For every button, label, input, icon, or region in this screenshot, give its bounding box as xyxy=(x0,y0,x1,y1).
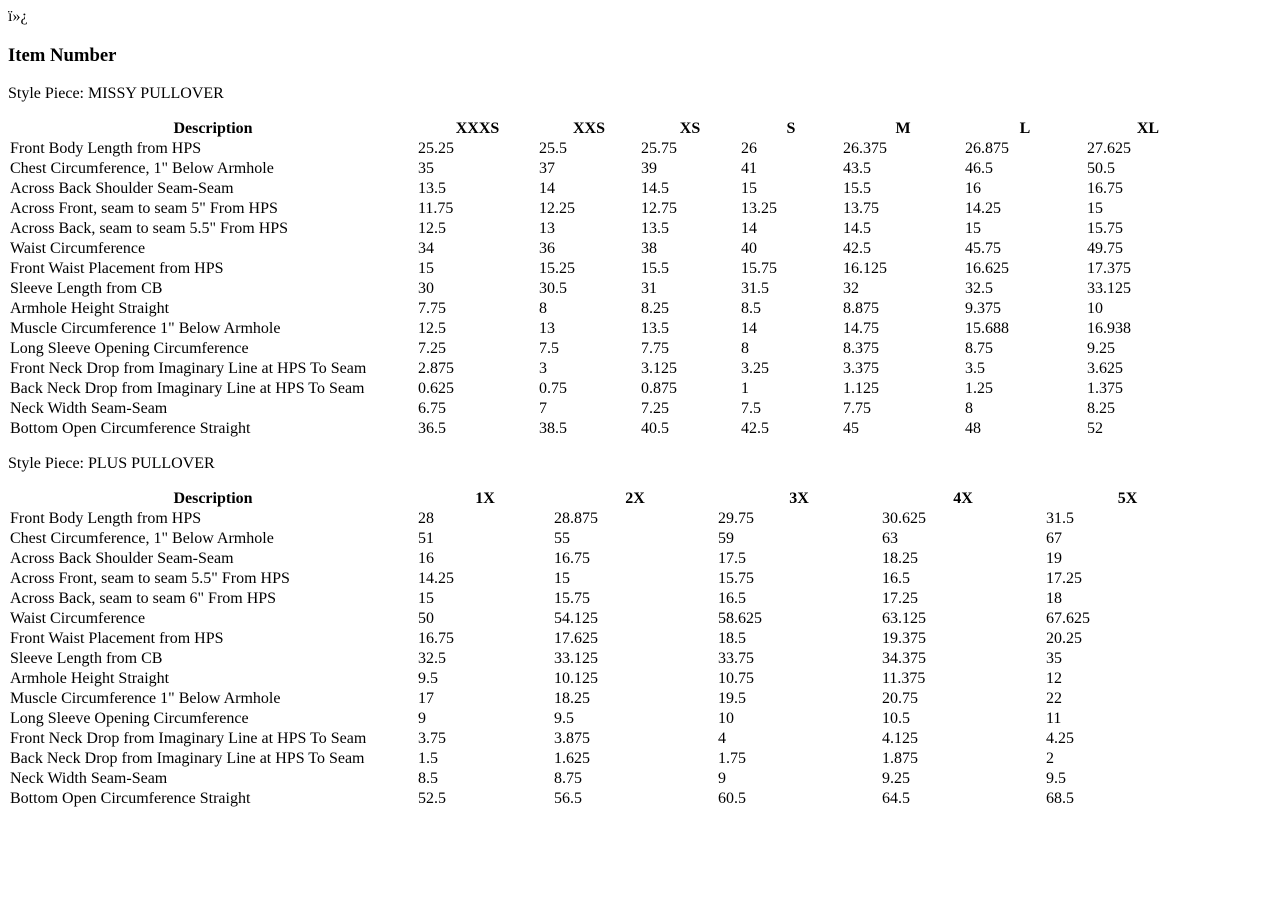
measurement-value-cell: 14 xyxy=(741,320,757,338)
measurement-value-cell: 14.5 xyxy=(641,180,669,198)
measurement-value-cell: 26.875 xyxy=(965,140,1009,158)
measurement-value-cell: 16.125 xyxy=(843,260,887,278)
measurement-value-cell: 12.5 xyxy=(418,220,446,238)
table-row xyxy=(8,359,1209,379)
measurement-value-cell: 3.375 xyxy=(843,360,879,378)
measurement-value-cell: 52 xyxy=(1087,420,1103,438)
measurement-value-cell: 55 xyxy=(554,530,570,548)
measurement-value-cell: 31.5 xyxy=(741,280,769,298)
measurement-description-cell: Sleeve Length from CB xyxy=(10,280,163,298)
table-row xyxy=(8,179,1209,199)
column-header-size: S xyxy=(786,120,796,138)
measurement-description-cell: Armhole Height Straight xyxy=(10,670,170,688)
measurement-value-cell: 59 xyxy=(718,530,734,548)
measurement-value-cell: 17.25 xyxy=(882,590,918,608)
measurement-description-cell: Across Front, seam to seam 5.5" From HPS xyxy=(10,570,290,588)
measurement-value-cell: 60.5 xyxy=(718,790,746,808)
measurement-description-cell: Neck Width Seam-Seam xyxy=(10,400,168,418)
table-row xyxy=(8,629,1209,649)
measurement-description-cell: Long Sleeve Opening Circumference xyxy=(10,710,249,728)
measurement-value-cell: 15.75 xyxy=(554,590,590,608)
measurement-value-cell: 15 xyxy=(1087,200,1103,218)
table-header-row xyxy=(8,119,1209,139)
measurement-value-cell: 42.5 xyxy=(741,420,769,438)
measurement-value-cell: 15 xyxy=(418,590,434,608)
table-row xyxy=(8,769,1209,789)
measurement-value-cell: 14.25 xyxy=(965,200,1001,218)
measurement-value-cell: 13 xyxy=(539,320,555,338)
measurement-value-cell: 15.25 xyxy=(539,260,575,278)
measurement-value-cell: 33.125 xyxy=(554,650,598,668)
measurement-description-cell: Armhole Height Straight xyxy=(10,300,170,318)
column-header-size: M xyxy=(895,120,911,138)
measurement-description-cell: Waist Circumference xyxy=(10,610,146,628)
measurement-value-cell: 9.5 xyxy=(418,670,438,688)
measurement-value-cell: 8.875 xyxy=(843,300,879,318)
measurement-description-cell: Chest Circumference, 1" Below Armhole xyxy=(10,530,274,548)
measurement-description-cell: Back Neck Drop from Imaginary Line at HPS To Seam xyxy=(10,380,365,398)
table-header-row xyxy=(8,489,1209,509)
measurement-description-cell: Front Body Length from HPS xyxy=(10,140,202,158)
measurement-value-cell: 52.5 xyxy=(418,790,446,808)
measurement-value-cell: 27.625 xyxy=(1087,140,1131,158)
measurement-value-cell: 40 xyxy=(741,240,757,258)
measurement-description-cell: Across Back Shoulder Seam-Seam xyxy=(10,550,234,568)
measurement-value-cell: 8.5 xyxy=(418,770,438,788)
table-row xyxy=(8,299,1209,319)
measurement-value-cell: 11.375 xyxy=(882,670,926,688)
measurement-value-cell: 2.875 xyxy=(418,360,454,378)
measurement-value-cell: 13.75 xyxy=(843,200,879,218)
measurement-value-cell: 13.5 xyxy=(641,220,669,238)
measurement-description-cell: Waist Circumference xyxy=(10,240,146,258)
measurement-value-cell: 15.75 xyxy=(741,260,777,278)
table-row xyxy=(8,199,1209,219)
table-row xyxy=(8,139,1209,159)
measurement-value-cell: 31 xyxy=(641,280,657,298)
table-row xyxy=(8,689,1209,709)
measurement-value-cell: 56.5 xyxy=(554,790,582,808)
measurement-value-cell: 33.125 xyxy=(1087,280,1131,298)
measurement-value-cell: 9.5 xyxy=(1046,770,1066,788)
measurement-description-cell: Bottom Open Circumference Straight xyxy=(10,790,251,808)
measurement-value-cell: 13 xyxy=(539,220,555,238)
measurement-description-cell: Chest Circumference, 1" Below Armhole xyxy=(10,160,274,178)
measurement-value-cell: 0.875 xyxy=(641,380,677,398)
measurement-value-cell: 12 xyxy=(1046,670,1062,688)
measurement-description-cell: Across Back, seam to seam 5.5" From HPS xyxy=(10,220,289,238)
measurement-value-cell: 17.25 xyxy=(1046,570,1082,588)
measurement-value-cell: 9.5 xyxy=(554,710,574,728)
measurement-description-cell: Muscle Circumference 1" Below Armhole xyxy=(10,690,281,708)
measurement-value-cell: 18 xyxy=(1046,590,1062,608)
table-row xyxy=(8,219,1209,239)
table-row xyxy=(8,239,1209,259)
measurement-value-cell: 6.75 xyxy=(418,400,446,418)
column-header-size: XS xyxy=(679,120,701,138)
measurement-value-cell: 16.625 xyxy=(965,260,1009,278)
measurement-value-cell: 48 xyxy=(965,420,981,438)
measurement-value-cell: 39 xyxy=(641,160,657,178)
measurement-value-cell: 0.625 xyxy=(418,380,454,398)
measurement-value-cell: 28.875 xyxy=(554,510,598,528)
measurement-value-cell: 10 xyxy=(718,710,734,728)
table-row xyxy=(8,749,1209,769)
measurement-value-cell: 68.5 xyxy=(1046,790,1074,808)
measurement-value-cell: 17.5 xyxy=(718,550,746,568)
measurement-value-cell: 14.75 xyxy=(843,320,879,338)
measurement-value-cell: 18.5 xyxy=(718,630,746,648)
measurement-value-cell: 8.375 xyxy=(843,340,879,358)
measurement-value-cell: 8.25 xyxy=(641,300,669,318)
measurement-value-cell: 36 xyxy=(539,240,555,258)
column-header-size: 1X xyxy=(475,490,495,508)
measurement-value-cell: 11 xyxy=(1046,710,1062,728)
measurement-value-cell: 15 xyxy=(741,180,757,198)
measurement-value-cell: 38 xyxy=(641,240,657,258)
measurement-description-cell: Front Waist Placement from HPS xyxy=(10,260,224,278)
measurement-value-cell: 8.75 xyxy=(965,340,993,358)
measurement-value-cell: 18.25 xyxy=(882,550,918,568)
table-row xyxy=(8,729,1209,749)
measurement-value-cell: 15 xyxy=(554,570,570,588)
measurement-value-cell: 3.5 xyxy=(965,360,985,378)
measurement-value-cell: 42.5 xyxy=(843,240,871,258)
table-row xyxy=(8,549,1209,569)
measurement-description-cell: Front Neck Drop from Imaginary Line at HPS To Seam xyxy=(10,730,367,748)
table-row xyxy=(8,609,1209,629)
measurement-value-cell: 9.25 xyxy=(1087,340,1115,358)
measurement-value-cell: 12.5 xyxy=(418,320,446,338)
measurement-value-cell: 12.25 xyxy=(539,200,575,218)
measurement-value-cell: 34.375 xyxy=(882,650,926,668)
measurement-value-cell: 15.688 xyxy=(965,320,1009,338)
measurement-value-cell: 8 xyxy=(965,400,973,418)
measurement-description-cell: Across Back Shoulder Seam-Seam xyxy=(10,180,234,198)
table-row xyxy=(8,709,1209,729)
measurement-description-cell: Neck Width Seam-Seam xyxy=(10,770,168,788)
measurement-value-cell: 20.75 xyxy=(882,690,918,708)
table-row xyxy=(8,159,1209,179)
measurement-value-cell: 58.625 xyxy=(718,610,762,628)
table-row xyxy=(8,259,1209,279)
measurement-value-cell: 3.75 xyxy=(418,730,446,748)
measurement-value-cell: 15.5 xyxy=(843,180,871,198)
measurement-value-cell: 0.75 xyxy=(539,380,567,398)
measurement-value-cell: 64.5 xyxy=(882,790,910,808)
measurement-value-cell: 17.625 xyxy=(554,630,598,648)
measurement-value-cell: 16.5 xyxy=(882,570,910,588)
measurement-value-cell: 50.5 xyxy=(1087,160,1115,178)
measurement-value-cell: 4.125 xyxy=(882,730,918,748)
measurement-value-cell: 45.75 xyxy=(965,240,1001,258)
measurement-value-cell: 10.5 xyxy=(882,710,910,728)
table-row xyxy=(8,589,1209,609)
table-row xyxy=(8,789,1209,809)
measurement-value-cell: 29.75 xyxy=(718,510,754,528)
measurement-value-cell: 13.25 xyxy=(741,200,777,218)
measurement-value-cell: 30.5 xyxy=(539,280,567,298)
column-header-size: XXS xyxy=(572,120,605,138)
column-header-size: XL xyxy=(1136,120,1160,138)
measurement-value-cell: 15 xyxy=(965,220,981,238)
measurement-description-cell: Bottom Open Circumference Straight xyxy=(10,420,251,438)
measurement-value-cell: 14.25 xyxy=(418,570,454,588)
measurement-value-cell: 33.75 xyxy=(718,650,754,668)
column-header-size: XXXS xyxy=(455,120,500,138)
measurement-value-cell: 41 xyxy=(741,160,757,178)
missy-size-table xyxy=(8,119,1209,439)
measurement-value-cell: 45 xyxy=(843,420,859,438)
measurement-value-cell: 8.25 xyxy=(1087,400,1115,418)
column-header-description: Description xyxy=(173,490,253,508)
measurement-description-cell: Front Waist Placement from HPS xyxy=(10,630,224,648)
measurement-description-cell: Across Back, seam to seam 6" From HPS xyxy=(10,590,277,608)
measurement-value-cell: 1.75 xyxy=(718,750,746,768)
measurement-value-cell: 31.5 xyxy=(1046,510,1074,528)
measurement-value-cell: 50 xyxy=(418,610,434,628)
column-header-size: 5X xyxy=(1117,490,1138,508)
measurement-value-cell: 1 xyxy=(741,380,749,398)
measurement-value-cell: 7.5 xyxy=(539,340,559,358)
measurement-value-cell: 18.25 xyxy=(554,690,590,708)
measurement-value-cell: 1.25 xyxy=(965,380,993,398)
measurement-value-cell: 32 xyxy=(843,280,859,298)
measurement-value-cell: 1.5 xyxy=(418,750,438,768)
column-header-size: 3X xyxy=(789,490,809,508)
measurement-value-cell: 14.5 xyxy=(843,220,871,238)
measurement-value-cell: 38.5 xyxy=(539,420,567,438)
measurement-value-cell: 14 xyxy=(539,180,555,198)
measurement-value-cell: 43.5 xyxy=(843,160,871,178)
measurement-value-cell: 19 xyxy=(1046,550,1062,568)
measurement-value-cell: 16 xyxy=(965,180,981,198)
measurement-value-cell: 19.5 xyxy=(718,690,746,708)
measurement-value-cell: 10 xyxy=(1087,300,1103,318)
measurement-value-cell: 4.25 xyxy=(1046,730,1074,748)
measurement-value-cell: 22 xyxy=(1046,690,1062,708)
measurement-value-cell: 26 xyxy=(741,140,757,158)
measurement-value-cell: 3.125 xyxy=(641,360,677,378)
measurement-value-cell: 67 xyxy=(1046,530,1062,548)
measurement-value-cell: 9.25 xyxy=(882,770,910,788)
measurement-value-cell: 25.25 xyxy=(418,140,454,158)
measurement-description-cell: Front Neck Drop from Imaginary Line at HPS To Seam xyxy=(10,360,367,378)
measurement-value-cell: 8 xyxy=(741,340,749,358)
measurement-value-cell: 63.125 xyxy=(882,610,926,628)
measurement-description-cell: Front Body Length from HPS xyxy=(10,510,202,528)
plus-size-table xyxy=(8,489,1209,809)
column-header-size: 4X xyxy=(953,490,973,508)
bom-artifact: ï»¿ xyxy=(8,8,28,25)
table-row xyxy=(8,649,1209,669)
measurement-value-cell: 25.75 xyxy=(641,140,677,158)
measurement-value-cell: 28 xyxy=(418,510,434,528)
measurement-value-cell: 3.25 xyxy=(741,360,769,378)
measurement-value-cell: 17 xyxy=(418,690,434,708)
measurement-value-cell: 14 xyxy=(741,220,757,238)
measurement-value-cell: 15.5 xyxy=(641,260,669,278)
measurement-value-cell: 35 xyxy=(1046,650,1062,668)
table-row xyxy=(8,339,1209,359)
measurement-value-cell: 1.625 xyxy=(554,750,590,768)
measurement-description-cell: Muscle Circumference 1" Below Armhole xyxy=(10,320,281,338)
style-piece-label-missy: Style Piece: MISSY PULLOVER xyxy=(8,85,224,103)
measurement-value-cell: 7.25 xyxy=(641,400,669,418)
table-row xyxy=(8,419,1209,439)
table-row xyxy=(8,399,1209,419)
measurement-value-cell: 1.125 xyxy=(843,380,879,398)
measurement-value-cell: 20.25 xyxy=(1046,630,1082,648)
measurement-value-cell: 7.75 xyxy=(843,400,871,418)
measurement-value-cell: 1.875 xyxy=(882,750,918,768)
measurement-value-cell: 12.75 xyxy=(641,200,677,218)
measurement-value-cell: 16.5 xyxy=(718,590,746,608)
measurement-value-cell: 67.625 xyxy=(1046,610,1090,628)
measurement-value-cell: 16.75 xyxy=(554,550,590,568)
measurement-value-cell: 10.75 xyxy=(718,670,754,688)
column-header-size: 2X xyxy=(625,490,645,508)
measurement-value-cell: 63 xyxy=(882,530,898,548)
measurement-value-cell: 8 xyxy=(539,300,547,318)
measurement-value-cell: 10.125 xyxy=(554,670,598,688)
measurement-value-cell: 15 xyxy=(418,260,434,278)
measurement-value-cell: 54.125 xyxy=(554,610,598,628)
measurement-value-cell: 8.5 xyxy=(741,300,761,318)
measurement-value-cell: 9.375 xyxy=(965,300,1001,318)
measurement-value-cell: 4 xyxy=(718,730,726,748)
measurement-value-cell: 8.75 xyxy=(554,770,582,788)
table-row xyxy=(8,319,1209,339)
measurement-value-cell: 32.5 xyxy=(965,280,993,298)
table-row xyxy=(8,379,1209,399)
measurement-value-cell: 51 xyxy=(418,530,434,548)
measurement-value-cell: 7 xyxy=(539,400,547,418)
measurement-value-cell: 37 xyxy=(539,160,555,178)
column-header-description: Description xyxy=(173,120,253,138)
measurement-value-cell: 2 xyxy=(1046,750,1054,768)
measurement-value-cell: 9 xyxy=(718,770,726,788)
measurement-value-cell: 16.938 xyxy=(1087,320,1131,338)
measurement-value-cell: 46.5 xyxy=(965,160,993,178)
measurement-value-cell: 15.75 xyxy=(1087,220,1123,238)
measurement-value-cell: 19.375 xyxy=(882,630,926,648)
measurement-value-cell: 40.5 xyxy=(641,420,669,438)
measurement-value-cell: 30 xyxy=(418,280,434,298)
table-row xyxy=(8,509,1209,529)
measurement-value-cell: 15.75 xyxy=(718,570,754,588)
column-header-size: L xyxy=(1019,120,1031,138)
measurement-value-cell: 3.875 xyxy=(554,730,590,748)
measurement-value-cell: 16.75 xyxy=(418,630,454,648)
measurement-value-cell: 7.75 xyxy=(641,340,669,358)
measurement-value-cell: 16 xyxy=(418,550,434,568)
measurement-description-cell: Long Sleeve Opening Circumference xyxy=(10,340,249,358)
measurement-value-cell: 30.625 xyxy=(882,510,926,528)
measurement-value-cell: 16.75 xyxy=(1087,180,1123,198)
table-row xyxy=(8,279,1209,299)
measurement-value-cell: 49.75 xyxy=(1087,240,1123,258)
measurement-value-cell: 1.375 xyxy=(1087,380,1123,398)
measurement-value-cell: 3 xyxy=(539,360,547,378)
size-table-section-missy xyxy=(8,85,1272,439)
measurement-description-cell: Sleeve Length from CB xyxy=(10,650,163,668)
measurement-value-cell: 9 xyxy=(418,710,426,728)
page-title: Item Number xyxy=(8,44,117,66)
measurement-value-cell: 7.5 xyxy=(741,400,761,418)
measurement-value-cell: 25.5 xyxy=(539,140,567,158)
measurement-value-cell: 3.625 xyxy=(1087,360,1123,378)
measurement-value-cell: 34 xyxy=(418,240,434,258)
style-piece-label-plus: Style Piece: PLUS PULLOVER xyxy=(8,455,215,473)
table-row xyxy=(8,529,1209,549)
measurement-description-cell: Back Neck Drop from Imaginary Line at HPS To Seam xyxy=(10,750,365,768)
measurement-value-cell: 32.5 xyxy=(418,650,446,668)
measurement-value-cell: 13.5 xyxy=(641,320,669,338)
measurement-description-cell: Across Front, seam to seam 5" From HPS xyxy=(10,200,278,218)
measurement-value-cell: 36.5 xyxy=(418,420,446,438)
measurement-value-cell: 17.375 xyxy=(1087,260,1131,278)
measurement-value-cell: 11.75 xyxy=(418,200,454,218)
measurement-value-cell: 13.5 xyxy=(418,180,446,198)
table-row xyxy=(8,569,1209,589)
measurement-value-cell: 7.25 xyxy=(418,340,446,358)
measurement-value-cell: 35 xyxy=(418,160,434,178)
measurement-value-cell: 26.375 xyxy=(843,140,887,158)
table-row xyxy=(8,669,1209,689)
measurement-value-cell: 7.75 xyxy=(418,300,446,318)
size-table-section-plus xyxy=(8,455,1272,809)
